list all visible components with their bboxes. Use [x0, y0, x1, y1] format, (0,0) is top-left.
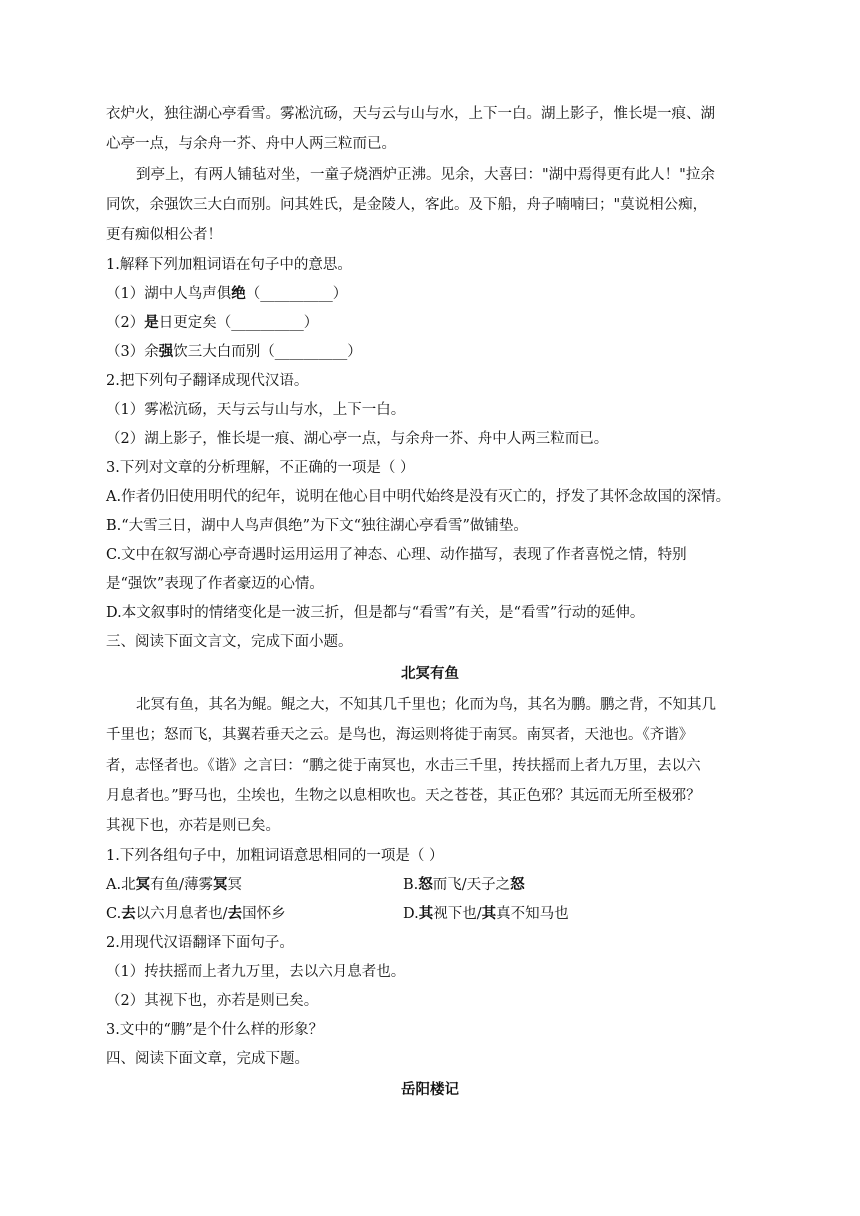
q1-item-1: （1）湖中人鸟声俱绝（__________）: [106, 285, 348, 302]
section4-title: 岳阳楼记: [401, 1081, 459, 1098]
s3-q2-item-2: （2）其视下也，亦若是则已矣。: [106, 993, 319, 1009]
q2-item-2: （2）湖上影子，惟长堤一痕、湖心亭一点，与余舟一芥、舟中人两三粒而已。: [106, 431, 609, 447]
q2-item-1: （1）雾凇沆砀，天与云与山与水，上下一白。: [106, 402, 406, 418]
q1-item-3: （3）余强饮三大白而别（__________）: [106, 343, 362, 360]
q3-option-c: C.文中在叙写湖心亭奇遇时运用运用了神态、心理、动作描写，表现了作者喜悦之情，特别: [106, 547, 687, 563]
section3-line-3: 者，志怪者也。《谐》之言曰：“鹏之徙于南冥也，水击三千里，抟扶摇而上者九万里，去以六: [106, 758, 701, 774]
s3-q1-option-a: A.北冥有鱼/薄雾冥冥: [106, 876, 242, 893]
q1-title: 1.解释下列加粗词语在句子中的意思。: [106, 257, 352, 273]
passage1-line-3: 到亭上，有两人铺毡对坐，一童子烧酒炉正沸。见余，大喜曰："湖中焉得更有此人！"拉余: [136, 167, 715, 183]
s3-q1-option-b: B.怒而飞/天子之怒: [403, 876, 525, 893]
s3-q3-title: 3.文中的“鹏”是个什么样的形象？: [106, 1022, 324, 1038]
section3-heading: 三、阅读下面文言文，完成下面小题。: [106, 634, 353, 650]
section3-line-4: 月息者也。”野马也，尘埃也，生物之以息相吹也。天之苍苍，其正色邪？其远而无所至极邪？: [106, 788, 701, 804]
section4-heading: 四、阅读下面文章，完成下题。: [106, 1051, 309, 1067]
s3-q2-item-1: （1）抟扶摇而上者九万里，去以六月息者也。: [106, 964, 406, 980]
q2-title: 2.把下列句子翻译成现代汉语。: [106, 373, 309, 389]
q3-option-c-cont: 是“强饮”表现了作者豪迈的心情。: [106, 576, 324, 592]
s3-q1-option-c: C.去以六月息者也/去国怀乡: [106, 905, 286, 922]
section3-title: 北冥有鱼: [401, 665, 459, 682]
passage1-line-5: 更有痴似相公者！: [106, 227, 222, 243]
s3-q1-option-d: D.其视下也/其真不知马也: [403, 905, 569, 922]
q3-option-b: B.“大雪三日，湖中人鸟声俱绝”为下文“独往湖心亭看雪”做铺垫。: [106, 518, 528, 534]
q1-item-2: （2）是日更定矣（__________）: [106, 314, 319, 331]
section3-line-5: 其视下也，亦若是则已矣。: [106, 818, 280, 834]
q3-option-d: D.本文叙事时的情绪变化是一波三折，但是都与“看雪”有关，是“看雪”行动的延伸。: [106, 605, 645, 621]
passage1-line-4: 同饮，余强饮三大白而别。问其姓氏，是金陵人，客此。及下船，舟子喃喃曰；"莫说相公痴，: [106, 197, 708, 213]
passage1-line-2: 心亭一点，与余舟一芥、舟中人两三粒而已。: [106, 136, 396, 152]
s3-q2-title: 2.用现代汉语翻译下面句子。: [106, 935, 294, 951]
passage1-line-1: 衣炉火，独往湖心亭看雪。雾凇沆砀，天与云与山与水，上下一白。湖上影子，惟长堤一痕、湖: [106, 106, 715, 122]
q3-option-a: A.作者仍旧使用明代的纪年，说明在他心目中明代始终是没有灭亡的，抒发了其怀念故国的深情。: [106, 489, 731, 505]
section3-line-1: 北冥有鱼，其名为鲲。鲲之大，不知其几千里也；化而为鸟，其名为鹏。鹏之背，不知其几: [136, 697, 716, 713]
q3-title: 3.下列对文章的分析理解，不正确的一项是（ ）: [106, 460, 415, 476]
s3-q1-title: 1.下列各组句子中，加粗词语意思相同的一项是（ ）: [106, 848, 444, 864]
section3-line-2: 千里也；怒而飞，其翼若垂天之云。是鸟也，海运则将徙于南冥。南冥者，天池也。《齐谐》: [106, 727, 694, 743]
